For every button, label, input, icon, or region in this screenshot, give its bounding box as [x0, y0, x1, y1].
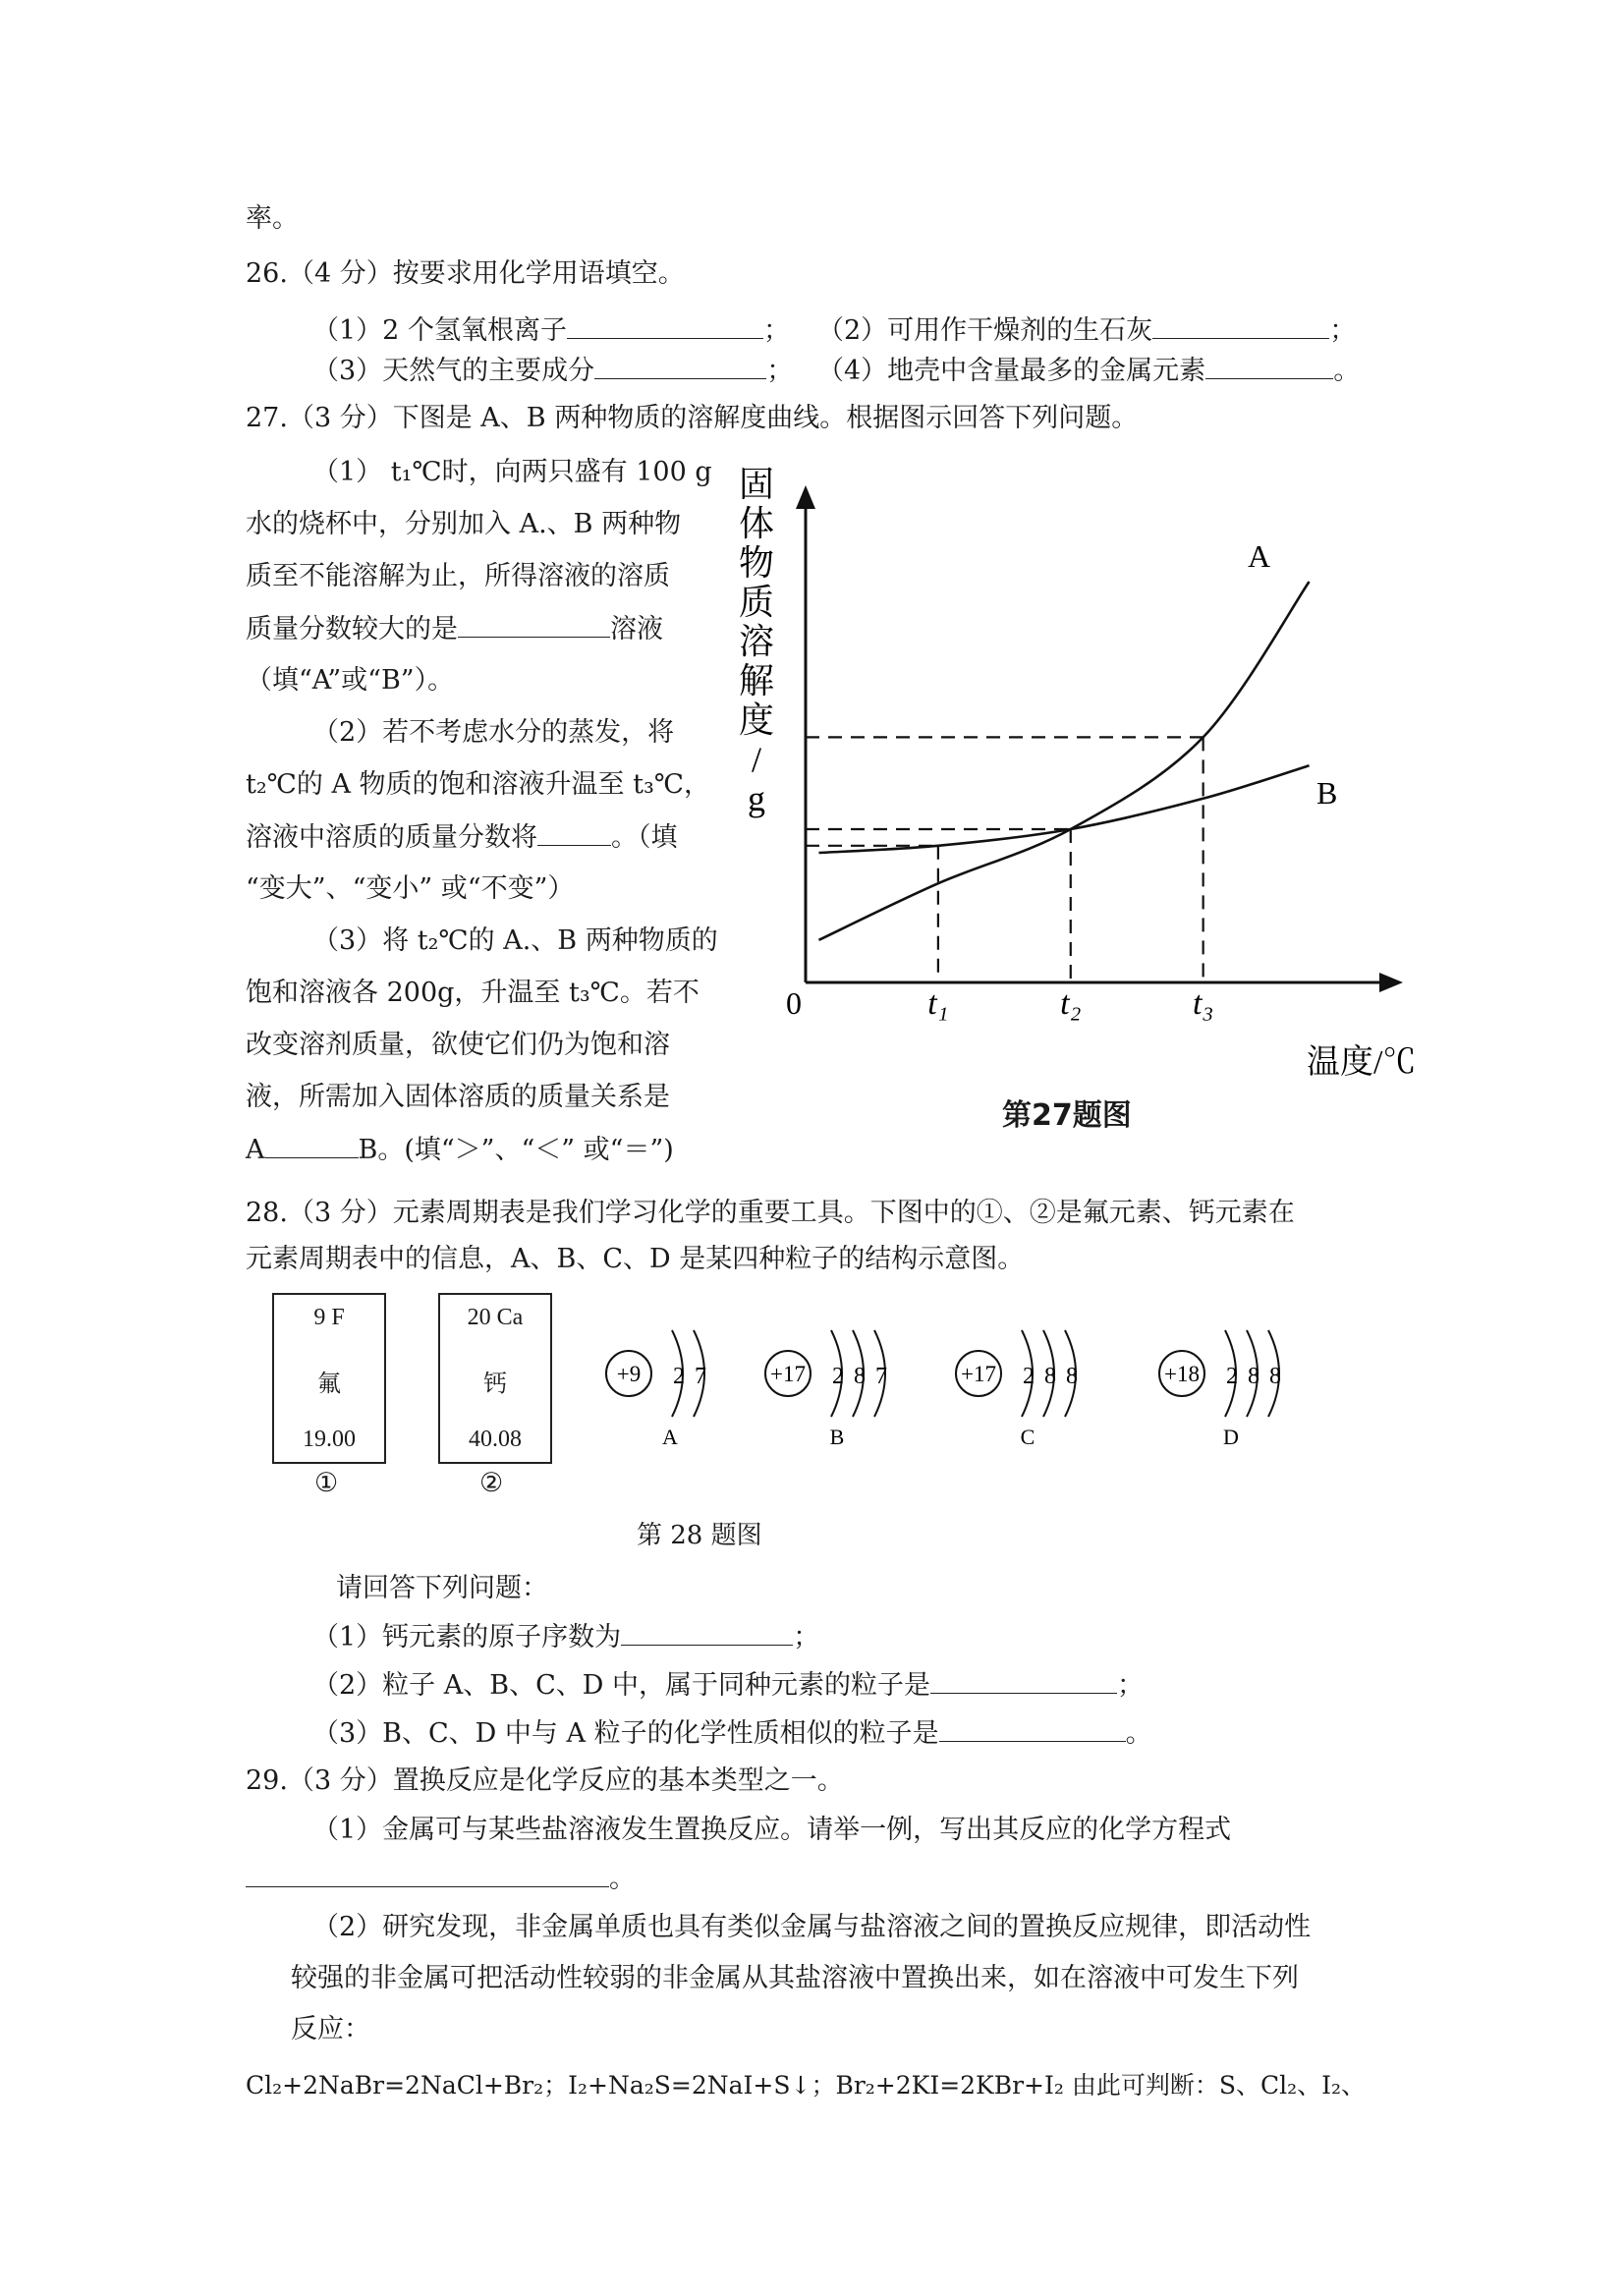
- series-a-curve: [818, 582, 1309, 940]
- q27-line-14: [246, 1130, 674, 1170]
- shell-electron-count: 8: [854, 1364, 866, 1389]
- shell-electron-count: 2: [832, 1364, 844, 1389]
- q28-p1-blank[interactable]: [621, 1617, 793, 1646]
- q28-p2-semi: ；: [1117, 1670, 1144, 1701]
- x-tick-label: t₃: [1193, 985, 1214, 1022]
- x-tick-label: t₂: [1060, 985, 1082, 1022]
- q27-line-3: 质至不能溶解为止，所得溶液的溶质: [246, 561, 670, 591]
- cell-f-mark: ①: [314, 1468, 339, 1498]
- q28-p3-blank[interactable]: [939, 1713, 1126, 1742]
- origin-label: 0: [786, 985, 802, 1021]
- q27-line-1: （1） t₁℃时，向两只盛有 100 g: [312, 457, 712, 487]
- q28-figure-caption: 第 28 题图: [637, 1521, 762, 1550]
- nucleus-charge: +17: [770, 1362, 806, 1386]
- series-b-curve: [818, 765, 1309, 853]
- q28-part1: [312, 1617, 819, 1657]
- shell-electron-count: 8: [1066, 1364, 1078, 1389]
- shell-electron-count: 2: [673, 1364, 685, 1389]
- q28-stem-2: 元素周期表中的信息，A、B、C、D 是某四种粒子的结构示意图。: [246, 1244, 1025, 1274]
- cell-ca-mark: ②: [479, 1468, 504, 1498]
- shell-electron-count: 2: [1023, 1364, 1035, 1389]
- q27-line-5: （填“A”或“B”）。: [246, 665, 455, 696]
- q26-p1-blank[interactable]: [567, 310, 763, 339]
- y-axis-label-char: 质: [738, 583, 775, 622]
- q27-p2-blank[interactable]: [537, 817, 611, 846]
- x-axis-arrow: [1379, 973, 1403, 992]
- particle-label: C: [1020, 1425, 1035, 1449]
- q27-l14-a: A: [246, 1135, 265, 1165]
- q26-p3-text: （3）天然气的主要成分: [312, 356, 595, 386]
- q26-part3: [312, 351, 793, 391]
- q27-l14-rest: B。(填“＞”、“＜” 或“＝”): [358, 1135, 674, 1165]
- q27-l4-text: 质量分数较大的是: [246, 614, 458, 644]
- q27-stem: 27.（3 分）下图是 A、B 两种物质的溶解度曲线。根据图示回答下列问题。: [246, 403, 1139, 433]
- y-axis-label-char: 固: [738, 465, 775, 504]
- q26-p4-blank[interactable]: [1205, 351, 1333, 379]
- q28-p3-text: （3）B、C、D 中与 A 粒子的化学性质相似的粒子是: [312, 1718, 939, 1749]
- q27-line-6: （2）若不考虑水分的蒸发，将: [312, 717, 675, 748]
- q27-line-13: 液，所需加入固体溶质的质量关系是: [246, 1082, 670, 1112]
- shell-electron-count: 8: [1248, 1364, 1259, 1389]
- series-b-label: B: [1316, 775, 1338, 811]
- y-axis-label-char: 溶: [738, 622, 775, 661]
- q29-stem: 29.（3 分）置换反应是化学反应的基本类型之一。: [246, 1765, 844, 1796]
- q28-p2-text: （2）粒子 A、B、C、D 中，属于同种元素的粒子是: [312, 1670, 930, 1701]
- shell-electron-count: 7: [695, 1364, 706, 1389]
- y-axis-label-char: 物: [738, 543, 775, 583]
- cell-ca-name: 钙: [483, 1370, 507, 1397]
- q26-stem: 26.（4 分）按要求用化学用语填空。: [246, 258, 685, 289]
- q29-part2-line2: 较强的非金属可把活动性较弱的非金属从其盐溶液中置换出来，如在溶液中可发生下列: [291, 1963, 1299, 1993]
- q26-part1: [312, 310, 790, 351]
- y-axis-label-char: /: [751, 740, 762, 779]
- q27-p3-blank[interactable]: [265, 1130, 359, 1158]
- cell-f-name: 氟: [317, 1370, 341, 1397]
- particle-structure-diagrams: [589, 1297, 1336, 1464]
- nucleus-charge: +17: [961, 1362, 996, 1386]
- particle-d: [1159, 1330, 1281, 1449]
- y-axis-label-char: g: [748, 779, 765, 818]
- particle-label: B: [829, 1425, 845, 1449]
- cell-f-number-symbol: 9 F: [313, 1305, 345, 1330]
- q28-p3-end: 。: [1125, 1718, 1152, 1749]
- q27-line-9: “变大”、“变小” 或“不变”）: [246, 873, 575, 904]
- q27-line-8: [246, 817, 678, 858]
- q28-part2: [312, 1665, 1144, 1706]
- particle-c: [956, 1330, 1078, 1449]
- x-tick-label: t₁: [927, 985, 949, 1022]
- q26-p2-semi: ；: [1329, 315, 1357, 346]
- y-axis-label-char: 体: [738, 504, 775, 543]
- y-axis-arrow: [796, 485, 815, 509]
- q27-line-10: （3）将 t₂℃的 A.、B 两种物质的: [312, 925, 718, 956]
- q28-p1-text: （1）钙元素的原子序数为: [312, 1622, 622, 1652]
- x-axis-label: 温度/℃: [1307, 1044, 1417, 1081]
- cell-ca-mass: 40.08: [469, 1427, 522, 1452]
- q26-p4-end: 。: [1333, 356, 1361, 386]
- q26-p2-blank[interactable]: [1152, 310, 1329, 339]
- q29-answer-line: [246, 1859, 636, 1899]
- periodic-cell-fluorine: [272, 1293, 386, 1464]
- shell-electron-count: 8: [1044, 1364, 1056, 1389]
- cell-ca-number-symbol: 20 Ca: [467, 1305, 524, 1330]
- y-axis-label-char: 解: [738, 661, 775, 700]
- q29-p1-end: 。: [609, 1864, 636, 1894]
- q27-p1-blank[interactable]: [458, 609, 610, 638]
- q27-l8-paren: 。（填: [611, 822, 678, 853]
- q26-part2: [817, 310, 1356, 351]
- q27-line-12: 改变溶剂质量，欲使它们仍为饱和溶: [246, 1030, 670, 1060]
- cell-f-mass: 19.00: [303, 1427, 356, 1452]
- q29-part2-line1: （2）研究发现，非金属单质也具有类似金属与盐溶液之间的置换反应规律，即活动性: [312, 1912, 1312, 1942]
- guide-lines: [806, 737, 1203, 982]
- q27-line-2: 水的烧杯中，分别加入 A.、B 两种物: [246, 509, 682, 539]
- q27-l8-text: 溶液中溶质的质量分数将: [246, 822, 537, 853]
- q29-part1: （1）金属可与某些盐溶液发生置换反应。请举一例，写出其反应的化学方程式: [312, 1815, 1232, 1845]
- nucleus-charge: +9: [616, 1362, 642, 1386]
- particle-a: [606, 1330, 706, 1449]
- q29-equations: Cl₂+2NaBr=2NaCl+Br₂；I₂+Na₂S=2NaI+S↓；Br₂+2KI=2KBr+I₂ 由此可判断：S、Cl₂、I₂、: [246, 2071, 1367, 2100]
- solubility-chart: [717, 462, 1444, 1091]
- y-axis-label: [739, 465, 774, 818]
- q26-part4: [817, 351, 1360, 391]
- q27-figure-caption: 第27题图: [1002, 1098, 1132, 1133]
- fragment-line: 率。: [246, 203, 299, 234]
- shell-electron-count: 8: [1269, 1364, 1281, 1389]
- q27-line-4: [246, 609, 663, 649]
- q28-ask: 请回答下列问题：: [336, 1573, 548, 1603]
- shell-electron-count: 2: [1226, 1364, 1238, 1389]
- shell-electron-count: 7: [875, 1364, 887, 1389]
- x-tick-labels: [927, 985, 1213, 1022]
- particle-label: A: [662, 1425, 678, 1449]
- q28-part3: [312, 1713, 1152, 1754]
- nucleus-charge: +18: [1164, 1362, 1200, 1386]
- q26-p1-text: （1）2 个氢氧根离子: [312, 315, 567, 346]
- periodic-cell-calcium: [438, 1293, 552, 1464]
- series-a-label: A: [1248, 538, 1271, 574]
- q26-p4-text: （4）地壳中含量最多的金属元素: [817, 356, 1206, 386]
- q27-line-11: 饱和溶液各 200g，升温至 t₃℃。若不: [246, 978, 700, 1008]
- particle-b: [765, 1330, 887, 1449]
- q28-p1-semi: ；: [793, 1622, 820, 1652]
- q27-line-7: t₂℃的 A 物质的饱和溶液升温至 t₃℃，: [246, 769, 711, 800]
- q27-l4-suffix: 溶液: [610, 614, 663, 644]
- y-axis-label-char: 度: [738, 700, 775, 740]
- q26-p3-blank[interactable]: [594, 351, 766, 379]
- q28-stem-1: 28.（3 分）元素周期表是我们学习化学的重要工具。下图中的①、②是氟元素、钙元素在: [246, 1198, 1295, 1228]
- q26-p3-semi: ；: [766, 356, 794, 386]
- q26-p1-semi: ；: [762, 315, 790, 346]
- particle-label: D: [1223, 1425, 1239, 1449]
- q29-p1-blank[interactable]: [246, 1859, 609, 1887]
- q26-p2-text: （2）可用作干燥剂的生石灰: [817, 315, 1153, 346]
- q29-part2-line3: 反应：: [291, 2014, 370, 2044]
- q28-p2-blank[interactable]: [930, 1665, 1117, 1694]
